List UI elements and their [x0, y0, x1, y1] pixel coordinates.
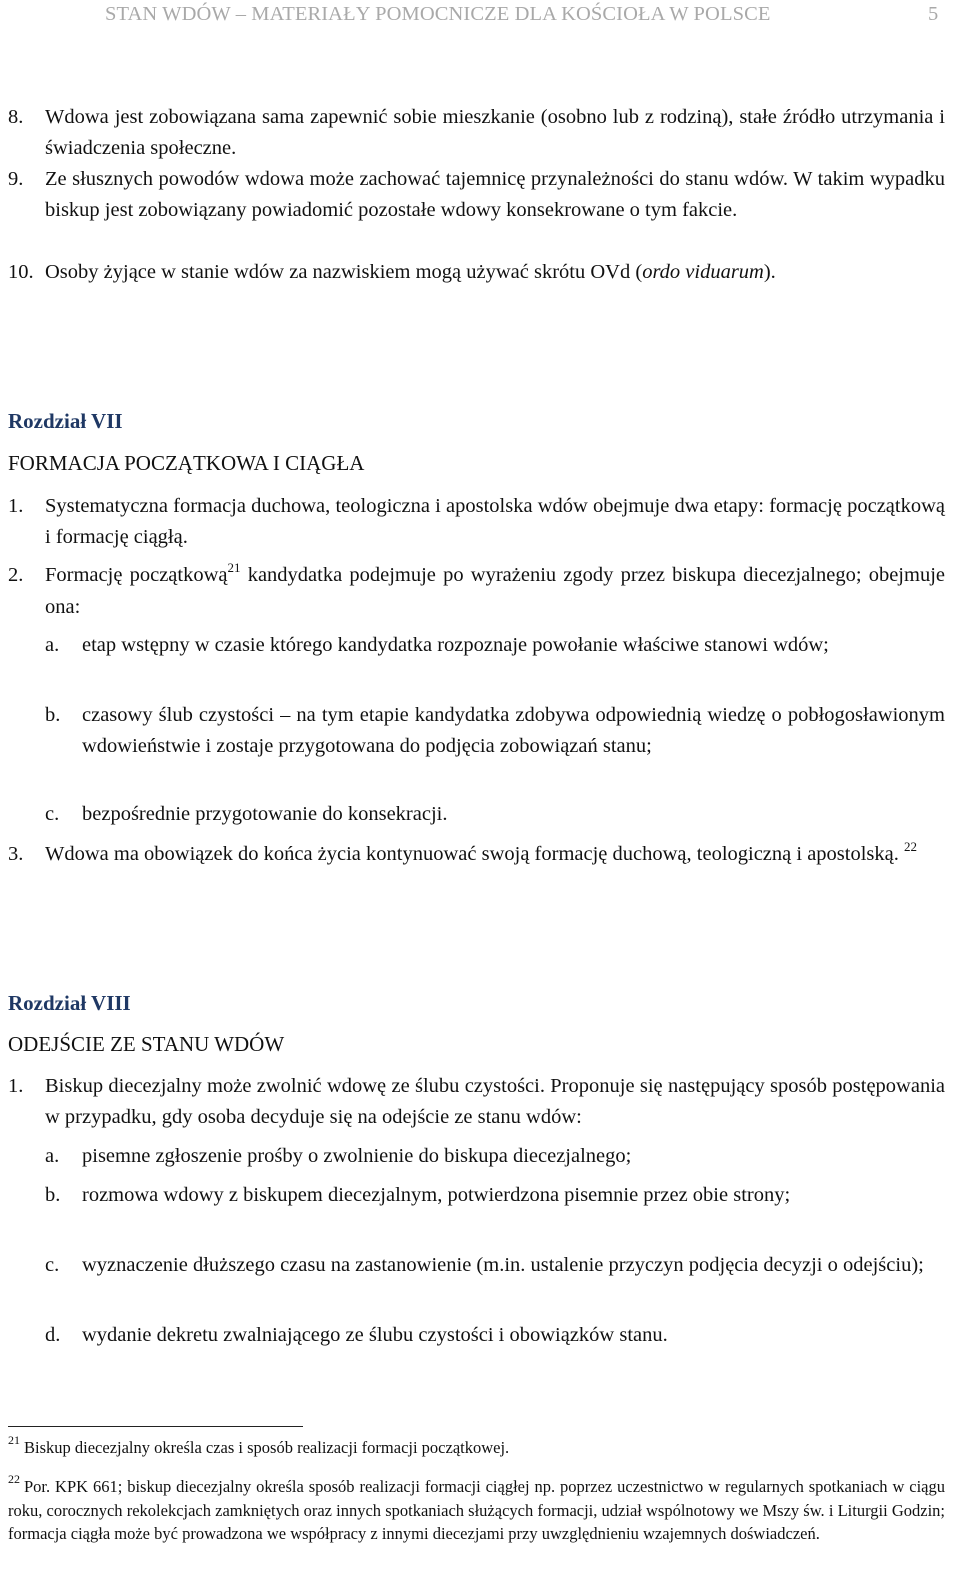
sub-item-letter: b.: [45, 1184, 61, 1206]
sub-item-letter: b.: [45, 704, 61, 726]
item-number: 2.: [8, 564, 24, 586]
footnote-number: 21: [8, 1433, 20, 1447]
item-text: Ze słusznych powodów wdowa może zachować tajemnicę przynależności do stanu wdów. W takim wypadku biskup jest zobowiązany powiadomić pozostałe wdowy konsekrowane o tym fakcie.: [45, 168, 945, 221]
footnote-text: Biskup diecezjalny określa czas i sposób realizacji formacji początkowej.: [24, 1438, 510, 1457]
footnote: [8, 1472, 945, 1571]
sub-item-text: rozmowa wdowy z biskupem diecezjalnym, potwierdzona pisemnie przez obie strony;: [82, 1184, 791, 1206]
sub-item-text: pisemne zgłoszenie prośby o zwolnienie do biskupa diecezjalnego;: [82, 1145, 632, 1167]
item-number: 1.: [8, 1075, 24, 1097]
running-title: STAN WDÓW – MATERIAŁY POMOCNICZE DLA KOŚCIOŁA W POLSCE: [105, 3, 771, 25]
page-number: 5: [928, 3, 939, 25]
item-text: Osoby żyjące w stanie wdów za nazwiskiem mogą używać skrótu OVd (ordo viduarum).: [45, 261, 776, 283]
list-item: [8, 491, 945, 553]
chapter-title: ODEJŚCIE ZE STANU WDÓW: [8, 1032, 285, 1056]
sub-item-letter: a.: [45, 634, 60, 656]
list-item: [8, 1071, 945, 1133]
page-header: [0, 0, 960, 30]
sub-item-text: czasowy ślub czystości – na tym etapie kandydatka zdobywa odpowiednią wiedzę o pobłogosławionym wdowieństwie i zostaje przygotowana do podjęcia zobowiązań stanu;: [82, 704, 945, 757]
latin-abbreviation: ordo viduarum: [642, 261, 764, 283]
sub-item: [45, 1180, 945, 1242]
sub-item: [45, 700, 945, 793]
sub-item: [45, 799, 945, 830]
sub-item: [45, 630, 945, 692]
footnote-ref[interactable]: 22: [904, 839, 917, 854]
item-text: Biskup diecezjalny może zwolnić wdowę ze ślubu czystości. Proponuje się następujący sposób postępowania w przypadku, gdy osoba decyduje się na odejście ze stanu wdów:: [45, 1075, 945, 1128]
sub-item: [45, 1141, 945, 1172]
sub-item: [45, 1320, 945, 1351]
item-number: 9.: [8, 168, 24, 190]
sub-item-letter: a.: [45, 1145, 60, 1167]
footnote: [8, 1433, 945, 1460]
item-number: 1.: [8, 495, 24, 517]
chapter-label: Rozdział VIII: [8, 991, 131, 1015]
item-text: Wdowa ma obowiązek do końca życia kontynuować swoją formację duchową, teologiczną i apostolską. $^{22}$: [45, 839, 917, 865]
list-item: [8, 257, 945, 288]
sub-item-letter: d.: [45, 1324, 61, 1346]
sub-item-text: wyznaczenie dłuższego czasu na zastanowienie (m.in. ustalenie przyczyn podjęcia decyzji o odejściu);: [82, 1254, 924, 1276]
item-text: Formację początkową$^{21}$ kandydatka podejmuje po wyrażeniu zgody przez biskupa diecezjalnego; obejmuje ona:: [45, 560, 945, 618]
sub-item-letter: c.: [45, 1254, 60, 1276]
sub-item-text: etap wstępny w czasie którego kandydatka rozpoznaje powołanie właściwe stanowi wdów;: [82, 634, 829, 656]
list-item: [8, 164, 945, 257]
sub-item-letter: c.: [45, 803, 60, 825]
item-number: 10.: [8, 261, 34, 283]
footnote-number: 22: [8, 1472, 20, 1486]
footnote-ref[interactable]: 21: [227, 560, 241, 575]
item-number: 8.: [8, 106, 24, 128]
chapter-title: FORMACJA POCZĄTKOWA I CIĄGŁA: [8, 451, 365, 475]
sub-item-text: wydanie dekretu zwalniającego ze ślubu czystości i obowiązków stanu.: [82, 1324, 668, 1346]
sub-item: [45, 1250, 945, 1312]
footnote-text: Por. KPK 661; biskup diecezjalny określa sposób realizacji formacji ciągłej np. poprzez uczestnictwo w regularnych spotkaniach w ciągu roku, corocznych rekolekcjach zamkniętych oraz innych spotkaniach służących formacji, udział wspólnotowy we Mszy św. i Liturgii Godzin; formacja ciągła może być prowadzona we współpracy z innymi diecezjami przy uwzględnieniu wzajemnych doświadczeń.: [8, 1477, 945, 1543]
chapter-label: Rozdział VII: [8, 409, 123, 433]
footnote-separator: [8, 1426, 303, 1427]
item-text: Wdowa jest zobowiązana sama zapewnić sobie mieszkanie (osobno lub z rodziną), stałe źródło utrzymania i świadczenia społeczne.: [45, 106, 945, 159]
sub-item-text: bezpośrednie przygotowanie do konsekracji.: [82, 803, 448, 825]
list-item: [8, 560, 945, 622]
list-item: [8, 839, 945, 901]
item-text: Systematyczna formacja duchowa, teologiczna i apostolska wdów obejmuje dwa etapy: formację początkową i formację ciągłą.: [45, 495, 945, 548]
list-item: [8, 102, 945, 164]
item-number: 3.: [8, 843, 24, 865]
